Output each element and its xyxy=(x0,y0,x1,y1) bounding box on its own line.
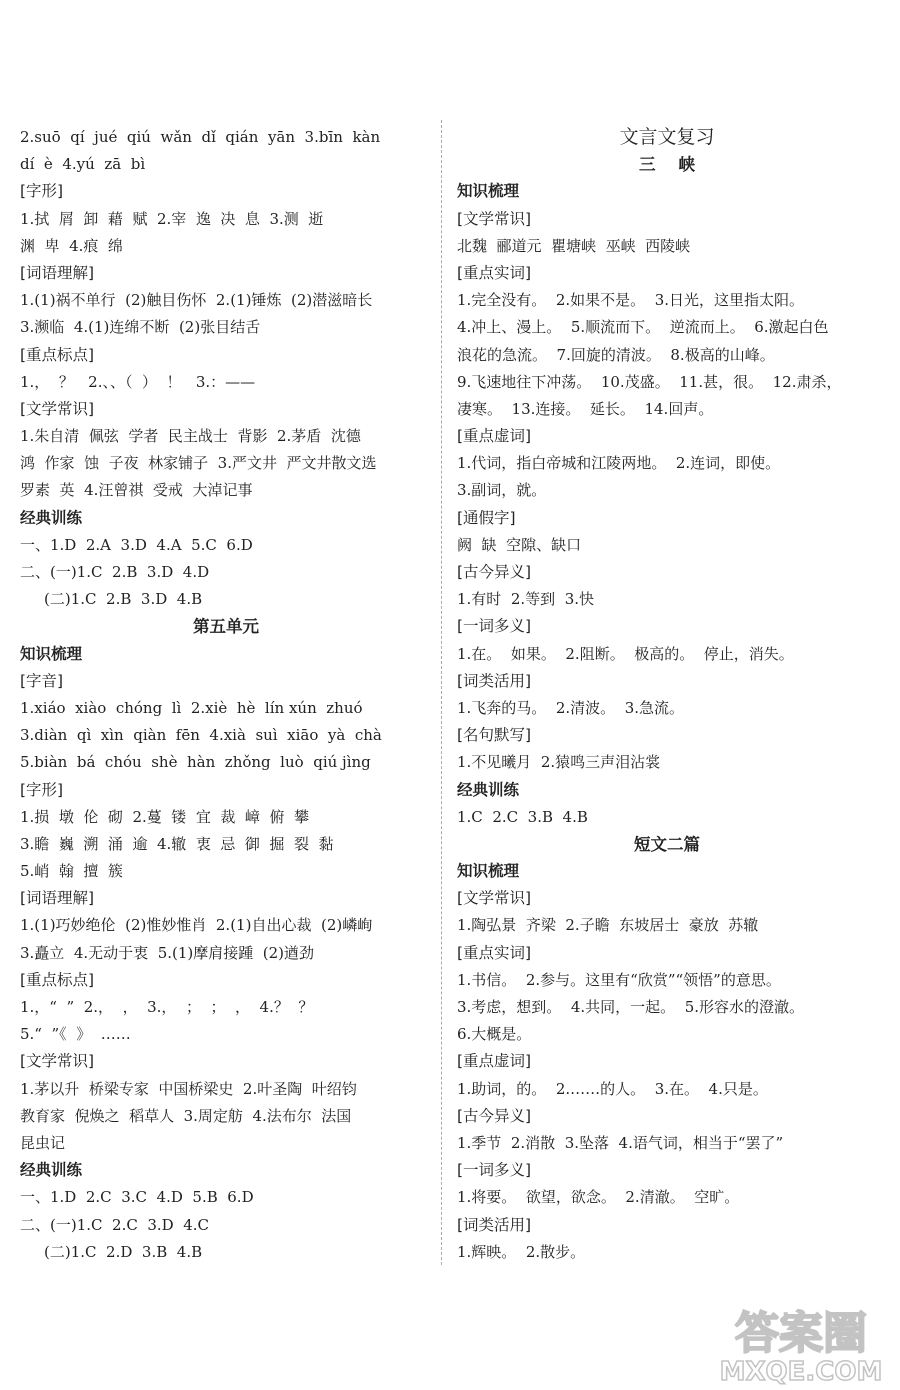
answer-line: 3.矗立 4.无动于衷 5.(1)摩肩接踵 (2)遒劲 xyxy=(20,943,315,962)
answer-line: 1.不见曦月 2.猿鸣三声泪沾裳 xyxy=(457,753,661,772)
section-label: [重点虚词] xyxy=(457,427,532,446)
answer-line: 1.， ？ 2.、、（ ） ！ 3.：—— xyxy=(20,372,256,391)
unit-title: 第五单元 xyxy=(193,617,259,637)
watermark-logo xyxy=(716,1300,886,1386)
answer-line: (二)1.C 2.D 3.B 4.B xyxy=(44,1242,203,1261)
answer-line: 罗素 英 4.汪曾祺 受戒 大淖记事 xyxy=(20,481,253,500)
answer-line: 5.峭 翰 擅 簇 xyxy=(20,862,123,881)
column-divider xyxy=(441,120,442,1265)
answer-line: 1.损 墩 伦 砌 2.蔓 镂 宜 裁 嶂 俯 攀 xyxy=(20,807,309,826)
answer-line: 3.濒临 4.(1)连绵不断 (2)张目结舌 xyxy=(20,318,261,337)
answer-line: 4.冲上、漫上。 5.顺流而下。 逆流而上。 6.激起白色 xyxy=(457,318,829,337)
answer-line: 1.完全没有。 2.如果不是。 3.日光，这里指太阳。 xyxy=(457,291,805,310)
answer-line: 1.辉映。 2.散步。 xyxy=(457,1242,586,1261)
section-label: [重点标点] xyxy=(20,970,95,989)
section-label: [文学常识] xyxy=(20,399,95,418)
right-column xyxy=(457,124,877,1266)
watermark-bottom-text: MXQE.COM xyxy=(719,1357,883,1386)
answer-line: 渊 卑 4.痕 绵 xyxy=(20,236,123,255)
answer-line: 一、1.D 2.A 3.D 4.A 5.C 6.D xyxy=(20,535,253,554)
answer-line: 1.拭 屑 卸 藉 赋 2.宰 逸 决 息 3.测 逝 xyxy=(20,209,324,228)
answer-line: 1.代词，指白帝城和江陵两地。 2.连词，即使。 xyxy=(457,454,781,473)
section-label: [古今异义] xyxy=(457,1106,532,1125)
answer-line: 1.在。 如果。 2.阻断。 极高的。 停止，消失。 xyxy=(457,644,794,663)
section-label: [词语理解] xyxy=(20,889,95,908)
section-label: [重点实词] xyxy=(457,263,532,282)
answer-line: 教育家 倪焕之 稻草人 3.周定舫 4.法布尔 法国 xyxy=(20,1106,352,1125)
answer-line: 5.“ ”《 》 …… xyxy=(20,1025,131,1044)
answer-line: 二、(一)1.C 2.C 3.D 4.C xyxy=(20,1215,210,1234)
answer-line: 北魏 郦道元 瞿塘峡 巫峡 西陵峡 xyxy=(457,236,691,255)
section-label: [词语理解] xyxy=(20,263,95,282)
section-label: [词类活用] xyxy=(457,671,532,690)
section-label: [重点标点] xyxy=(20,345,95,364)
answer-line: 9.飞速地往下冲荡。 10.茂盛。 11.甚，很。 12.肃杀， xyxy=(457,372,842,391)
answer-line: 浪花的急流。 7.回旋的清波。 8.极高的山峰。 xyxy=(457,345,775,364)
answer-line: 二、(一)1.C 2.B 3.D 4.D xyxy=(20,563,210,581)
answer-line: 3.diàn qì xìn qiàn fēn 4.xià suì xiāo yà chà xyxy=(20,726,382,745)
answer-line: 1.C 2.C 3.B 4.B xyxy=(457,807,588,826)
answer-line: 1.季节 2.消散 3.坠落 4.语气词，相当于“罢了” xyxy=(457,1133,784,1152)
subsection-heading: 经典训练 xyxy=(457,780,520,799)
answer-line: 1.，“ ” 2.， ， 3.， ； ； ， 4.？ ？ xyxy=(20,998,314,1016)
page-title: 文言文复习 xyxy=(619,126,715,148)
section-label: [通假字] xyxy=(457,508,516,527)
section-label: [词类活用] xyxy=(457,1215,532,1234)
answer-line: 3.瞻 巍 溯 涌 逾 4.辙 衷 忌 御 掘 裂 黏 xyxy=(20,834,334,853)
subsection-heading: 经典训练 xyxy=(20,508,83,527)
answer-line: 1.书信。 2.参与。这里有“欣赏”“领悟”的意思。 xyxy=(457,970,781,989)
unit-title: 短文二篇 xyxy=(634,834,700,854)
answer-line: 1.茅以升 桥梁专家 中国桥梁史 2.叶圣陶 叶绍钧 xyxy=(20,1079,357,1098)
answer-line: 昆虫记 xyxy=(20,1133,66,1152)
subsection-heading: 经典训练 xyxy=(20,1161,83,1180)
unit-title: 三 峡 xyxy=(639,155,695,175)
answer-line: dí è 4.yú zā bì xyxy=(20,155,146,174)
answer-line: 鸿 作家 蚀 子夜 林家铺子 3.严文井 严文井散文选 xyxy=(20,454,377,473)
section-label: [字形] xyxy=(20,182,64,201)
section-label: [重点虚词] xyxy=(457,1052,532,1071)
section-label: [字音] xyxy=(20,671,64,690)
watermark-top-text: 答案圈 xyxy=(735,1308,867,1359)
answer-line: 6.大概是。 xyxy=(457,1025,532,1044)
answer-line: 3.副词，就。 xyxy=(457,481,547,500)
answer-line: 1.飞奔的马。 2.清波。 3.急流。 xyxy=(457,698,685,717)
answer-line: 一、1.D 2.C 3.C 4.D 5.B 6.D xyxy=(20,1188,254,1207)
answer-line: (二)1.C 2.B 3.D 4.B xyxy=(44,590,203,609)
section-label: [重点实词] xyxy=(457,943,532,962)
answer-line: 1.有时 2.等到 3.快 xyxy=(457,590,595,609)
section-label: [名句默写] xyxy=(457,726,532,745)
section-label: [一词多义] xyxy=(457,1161,532,1180)
answer-line: 凄寒。 13.连接。 延长。 14.回声。 xyxy=(457,399,714,418)
answer-line: 1.xiáo xiào chóng lì 2.xiè hè lín xún zhuó xyxy=(20,698,363,717)
section-label: [古今异义] xyxy=(457,563,532,581)
subsection-heading: 知识梳理 xyxy=(457,182,520,201)
section-label: [文学常识] xyxy=(457,209,532,228)
answer-line: 1.陶弘景 齐梁 2.子瞻 东坡居士 豪放 苏辙 xyxy=(457,916,759,935)
answer-line: 1.将要。 欲望，欲念。 2.清澈。 空旷。 xyxy=(457,1188,740,1207)
answer-line: 1.(1)巧妙绝伦 (2)惟妙惟肖 2.(1)自出心裁 (2)嶙峋 xyxy=(20,916,373,935)
section-label: [文学常识] xyxy=(20,1052,95,1071)
subsection-heading: 知识梳理 xyxy=(457,862,520,881)
section-label: [一词多义] xyxy=(457,617,532,636)
section-label: [字形] xyxy=(20,780,64,799)
answer-line: 1.助词，的。 2.……的人。 3.在。 4.只是。 xyxy=(457,1079,768,1098)
answer-line: 1.朱自清 佩弦 学者 民主战士 背影 2.茅盾 沈德 xyxy=(20,427,361,446)
subsection-heading: 知识梳理 xyxy=(20,644,83,663)
answer-line: 阙 缺 空隙、缺口 xyxy=(457,535,582,554)
answer-line: 5.biàn bá chóu shè hàn zhǒng luò qiú jìng xyxy=(20,753,371,772)
section-label: [文学常识] xyxy=(457,889,532,908)
answer-line: 3.考虑，想到。 4.共同，一起。 5.形容水的澄澈。 xyxy=(457,998,805,1016)
left-column xyxy=(20,124,432,1266)
answer-line: 2.suō qí jué qiú wǎn dǐ qián yān 3.bīn kàn xyxy=(20,128,381,146)
answer-line: 1.(1)祸不单行 (2)触目伤怀 2.(1)锤炼 (2)潜滋暗长 xyxy=(20,291,373,310)
